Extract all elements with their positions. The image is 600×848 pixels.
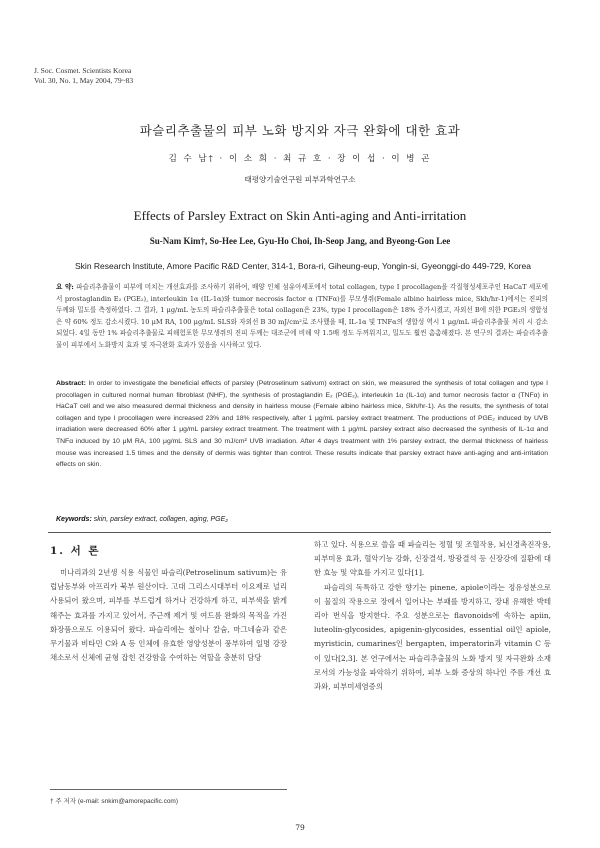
- keywords: [56, 516, 548, 523]
- english-title: Effects of Parsley Extract on Skin Anti-aging and Anti-irritation: [133, 208, 467, 223]
- english-abstract: [56, 378, 548, 471]
- journal-volume: Vol. 30, No. 1, May 2004, 79~83: [34, 76, 134, 85]
- section-heading: 1. 서 론: [50, 545, 101, 557]
- footnote-divider: [50, 789, 287, 790]
- korean-authors: 김 수 남† · 이 소 희 · 최 규 호 · 장 이 섭 · 이 병 곤: [168, 154, 432, 164]
- korean-title: 파슬리추출물의 피부 노화 방지와 자극 완화에 대한 효과: [139, 123, 461, 138]
- journal-name: J. Soc. Cosmet. Scientists Korea: [34, 66, 132, 75]
- korean-abstract: [56, 282, 548, 351]
- english-abstract-label: Abstract:: [56, 380, 86, 387]
- english-affiliation: Skin Research Institute, Amore Pacific R&D Center, 314-1, Bora-ri, Giheung-eup, Yongin-si, Gyeonggi-do 449-729, Korea: [75, 261, 531, 271]
- korean-abstract-text: 파슬리추출물이 피부에 미치는 개선효과를 조사하기 위하여, 배양 인체 섬유아세포에서 total collagen, type I procollagen을 각질형성세포주인 HaCaT 세포에서 prostaglandin E₂ (PGE₂), interleukin 1α (IL-1α)와 tumor necrosis factor α (TNFα)를 무모생쥐(Female albino hairless mice, Skh/hr-1)에서는 진피의 두께와 밀도를 측정하였다. 그 결과, 1 μg/mL 농도의 파슬리추출물은 total collagen은 23%, type I procollagen은 18% 증가시켰고, 자외선 B에 의한 PGE₂의 생합성은 약 60% 정도 감소시켰다. 10 μM RA, 100 μg/mL SLS와 자외선 B 30 mJ/cm²로 조사했을 때, IL-1α 및 TNFα의 생합성 역시 1 μg/mL 파슬리추출물 처리 시 감소되었다. 4일 동안 1% 파슬리추출물로 피해험포한 무모생쥐의 진피 두께는 대조군에 비해 약 1.5배 정도 두꺼워지고, 밀도도 훨씬 촘촘해졌다. 본 연구의 결과는 파슬리추출물이 피부에서 노화방지 효과 및 자극완화 효과가 있음을 시사하고 있다.: [56, 283, 548, 349]
- body-paragraph: 파슬리의 독특하고 강한 향기는 pinene, apiole이라는 정유성분으로 이 물질의 작용으로 장에서 일어나는 부패를 방지하고, 장내 유해한 박테리아 번식을 방지한다. 주요 성분으로는 flavonoids에 속하는 apiin, luteolin-glycosides, apigenin-glycosides, essential oil인 apiole, myristicin, cumarines인 bergapten, imperatorin과 vitamin C 등이 있다[2,3]. 본 연구에서는 파슬리추출물의 노화 방지 및 자극완화 소재로서의 가능성을 파악하기 위하여, 피부 노화 증상의 하나인 주름 개선 효과와, 피부미세염증의: [314, 582, 551, 692]
- page-number: 79: [295, 823, 305, 832]
- english-authors: Su-Nam Kim†, So-Hee Lee, Gyu-Ho Choi, Ih-Seop Jang, and Byeong-Gon Lee: [149, 236, 451, 246]
- keywords-text: skin, parsley extract, collagen, aging, PGE₂: [93, 516, 228, 523]
- right-column: [314, 538, 551, 694]
- footnote: † 주 저자 (e-mail: snkim@amorepacific.com): [50, 798, 179, 805]
- english-abstract-text: In order to investigate the beneficial effects of parsley (Petroselinum sativum) extract on skin, we measured the synthesis of total collagen and type I procollagen in cultured normal human fibroblast (NHF), the synthesis of prostaglandin E₂ (PGE₂), interleukin 1α (IL-1α) and tumor necrosis factor α (TNFα) in HaCaT cell and we also measured dermal thickness and density in hairless mouse (Female albino hairless mice, Skh/hr-1). As the results, the synthesis of total collagen and type I procollagen were increased 23% and 18% respectively, after 1 μg/mL parsley extract treatment. The productions of PGE₂ induced by UVB irradiation were decreased 60% after 1 μg/mL parsley extract treatment. The treatment with 1 μg/mL parsley extract also decreased the synthesis of IL-1α and TNFα induced by 10 μM RA, 100 μg/mL SLS and 30 mJ/cm² UVB irradiation. After 4 days treatment with 1% parsley extract, the dermal thickness of hairless mouse was increased 1.5 times and the density of dermis was tighter than control. These results indicate that parsley extract have anti-aging and anti-irritation effects on skin.: [56, 380, 548, 469]
- korean-abstract-label: 요 약:: [56, 283, 74, 291]
- left-column: [50, 566, 287, 665]
- body-paragraph: 하고 있다. 식용으로 쓸을 때 파슬리는 정혈 및 조혈작용, 뇌신경촉진작용, 피부미용 효과, 혈악기능 강화, 신장결석, 방광결석 등 신장강에 질환에 대한 효능 및 약효를 가지고 있다[1].: [314, 540, 551, 578]
- keywords-label: Keywords:: [56, 516, 92, 523]
- korean-affiliation: 태평양기술연구원 피부과학연구소: [244, 175, 356, 184]
- section-divider: [48, 532, 551, 533]
- journal-citation: [34, 66, 133, 86]
- body-paragraph: 미나리과의 2년생 식용 식물인 파슬리(Petroselinum sativum)는 유럽남동부와 아프리카 북부 원산이다. 고대 그리스시대부터 이요제로 널리 사용되어 왔으며, 피부를 부드럽게 하거나 건강하게 하고, 피부색을 밝게 해주는 효과를 가지고 있어서, 주근깨 제거 및 여드름 완화의 목적을 가진 화장품으로도 이용되어 왔다. 파슬리에는 철이나 칼슘, 마그네슘과 같은 무기물과 비타민 C와 A 등 인체에 유효한 영양성분이 풍부하여 일명 강장채소로서 신체에 균형 잡힌 건강함을 수여하는 역할을 충분히 담당: [50, 568, 287, 663]
